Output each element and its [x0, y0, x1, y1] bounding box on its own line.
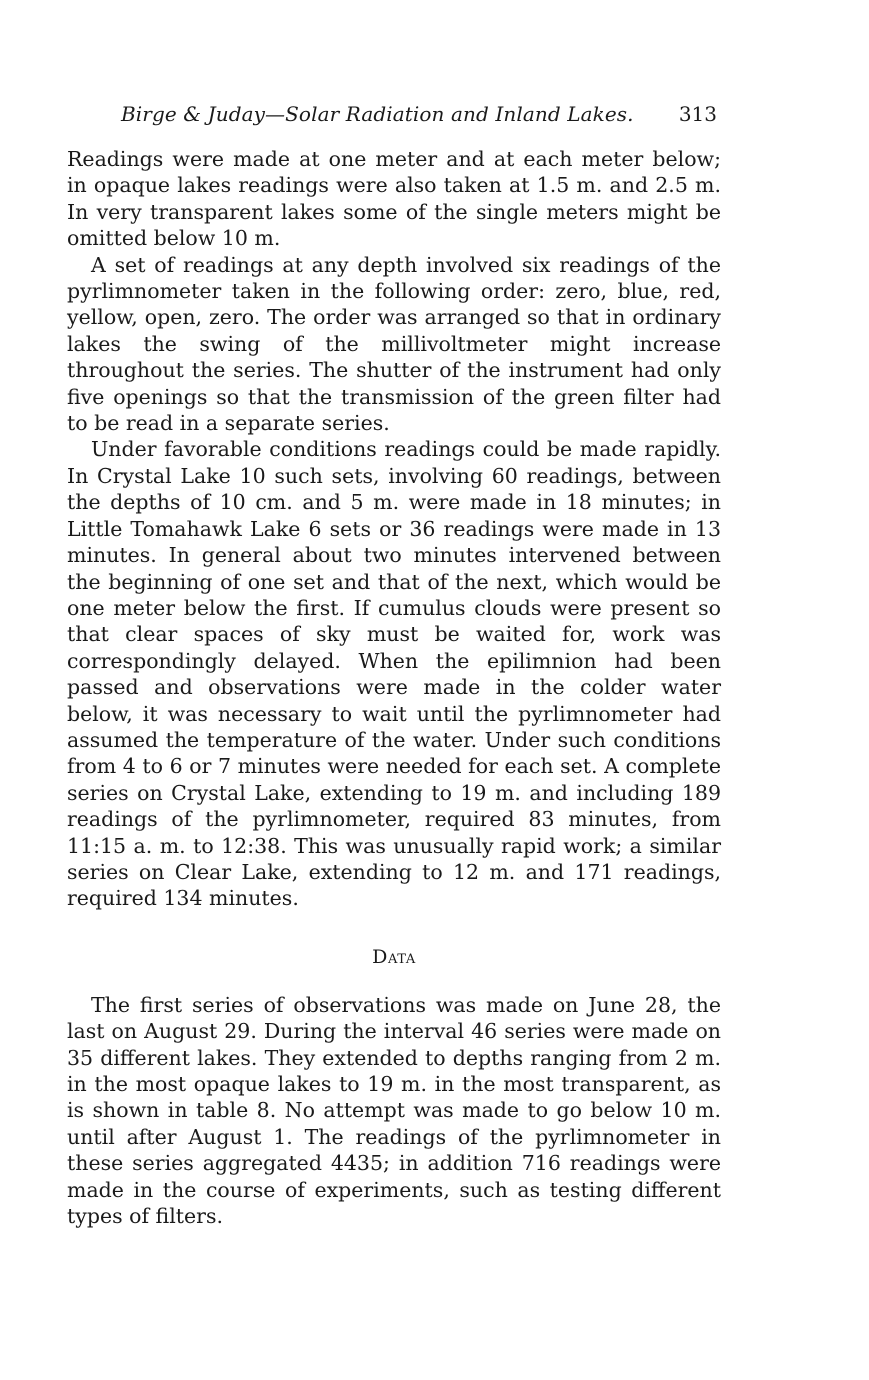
paragraph-reading-speed: Under favorable conditions readings could be made rapidly. In Crystal Lake 10 such sets, involving 60 readings, between the depths of 10 cm. and 5 m. were made in 18 minutes; in Little Tomahawk Lake 6 sets or 36 readings were made in 13 minutes. In general about two minutes intervened between the beginning of one set and that of the next, which would be one meter below the first. If cumulus clouds were present so that clear spaces of sky must be waited for, work was correspondingly delayed. When the epilimnion had been passed and observations were made in the colder water below, it was necessary to wait until the pyrlimnometer had assumed the temperature of the water. Under such conditions from 4 to 6 or 7 minutes were needed for each set. A complete series on Crystal Lake, extending to 19 m. and including 189 readings of the pyrlimnometer, required 83 minutes, from 11:15 a. m. to 12:38. This was unusually rapid work; a similar series on Clear Lake, extending to 12 m. and 171 readings, required 134 minutes. — [67, 437, 721, 911]
paragraph-data-summary: The first series of observations was made on June 28, the last on August 29. During the interval 46 series were made on 35 different lakes. They extended to depths ranging from 2 m. in the most opaque lakes to 19 m. in the most transparent, as is shown in table 8. No attempt was made to go below 10 m. until after August 1. The readings of the pyrlimnometer in these series aggregated 4435; in addition 716 readings were made in the course of experiments, such as testing different types of filters. — [67, 992, 721, 1229]
document-page — [67, 96, 721, 1229]
running-header-title: Birge & Juday—Solar Radiation and Inland Lakes. — [121, 102, 634, 126]
paragraph-readings-depths: Readings were made at one meter and at each meter below; in opaque lakes readings were also taken at 1.5 m. and 2.5 m. In very transparent lakes some of the single meters might be omitted below 10 m. — [67, 147, 721, 251]
paragraph-reading-order: A set of readings at any depth involved six readings of the pyrlimnometer taken in the following order: zero, blue, red, yellow, open, zero. The order was arranged so that in ordinary lakes the swing of the millivoltmeter might increase throughout the series. The shutter of the instrument had only five openings so that the transmission of the green filter had to be read in a separate series. — [67, 252, 721, 436]
running-header — [67, 96, 721, 132]
section-heading-data: Data — [372, 945, 416, 968]
page-number: 313 — [678, 102, 717, 126]
